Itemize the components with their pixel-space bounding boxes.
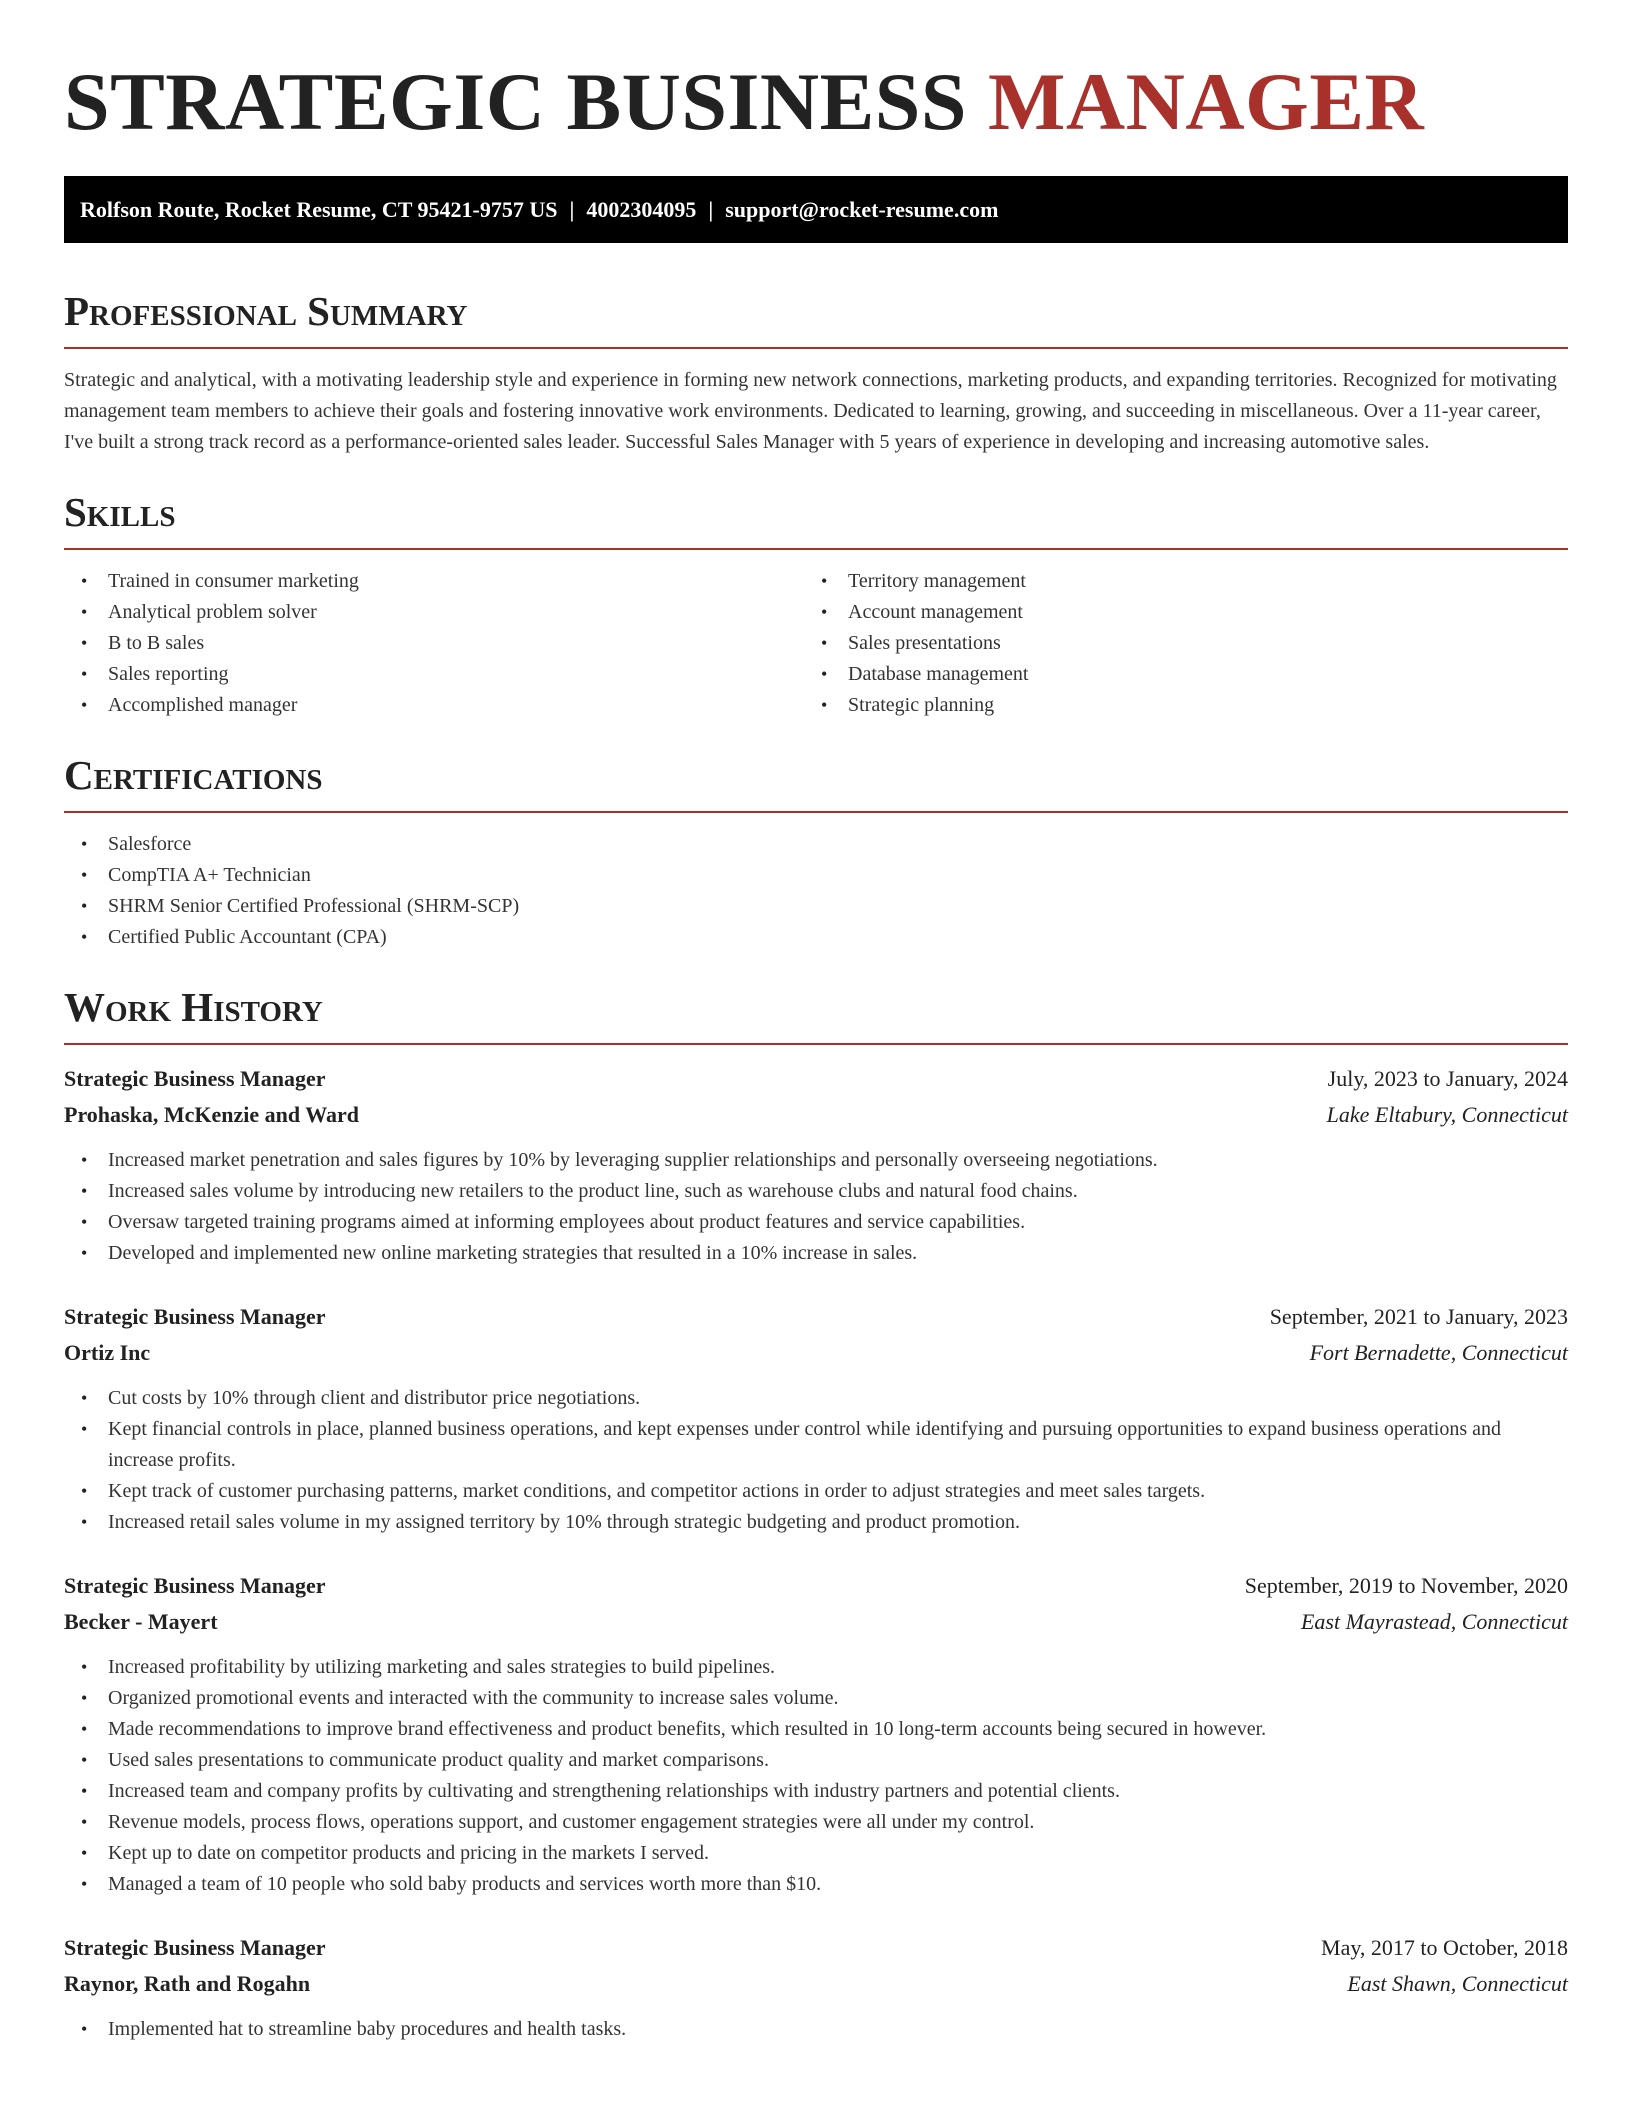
job-location: East Mayrastead, Connecticut — [1300, 1609, 1568, 1634]
section-divider — [64, 347, 1568, 349]
job-bullet: • Increased team and company profits by cultivating and strengthening relationships with industry partners and potential clients. — [64, 1776, 1568, 1807]
resume-page — [64, 0, 1568, 2045]
skill-item: • B to B sales — [64, 628, 804, 659]
contact-phone: 4002304095 — [586, 197, 697, 222]
contact-separator: | — [708, 197, 714, 222]
section-divider — [64, 1043, 1568, 1045]
skill-item: • Territory management — [804, 566, 1544, 597]
job-bullet: • Organized promotional events and interacted with the community to increase sales volume. — [64, 1683, 1568, 1714]
job-company-row — [64, 1335, 1568, 1371]
job-header-row — [64, 1061, 1568, 1097]
section-title-skills: Skills — [64, 489, 176, 535]
job-entry — [64, 1061, 1568, 1269]
job-bullet: • Increased retail sales volume in my assigned territory by 10% through strategic budgeting and product promotion. — [64, 1507, 1568, 1538]
job-bullet: • Increased market penetration and sales figures by 10% by leveraging supplier relationships and personally overseeing negotiations. — [64, 1145, 1568, 1176]
job-location: Fort Bernadette, Connecticut — [1309, 1340, 1568, 1365]
job-company-row — [64, 1097, 1568, 1133]
skills-section — [64, 488, 1568, 721]
job-bullets — [64, 1652, 1568, 1900]
job-bullet: • Oversaw targeted training programs aimed at informing employees about product features and service capabilities. — [64, 1207, 1568, 1238]
job-title: Strategic Business Manager — [64, 1304, 326, 1329]
job-bullet: • Used sales presentations to communicate product quality and market comparisons. — [64, 1745, 1568, 1776]
job-entry — [64, 1299, 1568, 1538]
job-dates: September, 2021 to January, 2023 — [1269, 1304, 1568, 1329]
section-divider — [64, 811, 1568, 813]
skill-item: • Sales reporting — [64, 659, 804, 690]
contact-address: Rolfson Route, Rocket Resume, CT 95421-9757 US — [80, 197, 558, 222]
job-company: Raynor, Rath and Rogahn — [64, 1971, 311, 1996]
skill-item: • Accomplished manager — [64, 690, 804, 721]
job-bullet: • Cut costs by 10% through client and distributor price negotiations. — [64, 1383, 1568, 1414]
name-main: STRATEGIC BUSINESS — [64, 56, 967, 147]
certification-item: • CompTIA A+ Technician — [64, 860, 1568, 891]
job-bullet: • Increased sales volume by introducing new retailers to the product line, such as warehouse clubs and natural food chains. — [64, 1176, 1568, 1207]
certification-item: • SHRM Senior Certified Professional (SHRM-SCP) — [64, 891, 1568, 922]
job-company: Ortiz Inc — [64, 1340, 151, 1365]
skills-list-right — [804, 566, 1544, 721]
skill-item: • Account management — [804, 597, 1544, 628]
name-accent: MANAGER — [988, 56, 1425, 147]
job-bullet: • Made recommendations to improve brand effectiveness and product benefits, which resulted in 10 long-term accounts being secured in however. — [64, 1714, 1568, 1745]
skills-list-left — [64, 566, 804, 721]
section-title-summary: Professional Summary — [64, 288, 468, 334]
job-company: Prohaska, McKenzie and Ward — [64, 1102, 359, 1127]
contact-email[interactable]: support@rocket-resume.com — [725, 197, 999, 222]
job-bullets — [64, 1383, 1568, 1538]
summary-text: Strategic and analytical, with a motivating leadership style and experience in forming new network connections, marketing products, and expanding territories. Recognized for motivating management team members to achieve their goals and fostering innovative work environments. Dedicated to learning, growing, and succeeding in miscellaneous. Over a 11-year career, I've built a strong track record as a performance-oriented sales leader. Successful Sales Manager with 5 years of experience in developing and increasing automotive sales. — [64, 369, 1557, 453]
contact-bar — [64, 176, 1568, 243]
job-dates: May, 2017 to October, 2018 — [1321, 1935, 1568, 1960]
job-dates: July, 2023 to January, 2024 — [1327, 1066, 1568, 1091]
job-header-row — [64, 1568, 1568, 1604]
job-company-row — [64, 1604, 1568, 1640]
job-title: Strategic Business Manager — [64, 1935, 326, 1960]
job-bullet: • Developed and implemented new online marketing strategies that resulted in a 10% increase in sales. — [64, 1238, 1568, 1269]
certifications-list — [64, 829, 1568, 953]
job-entry — [64, 1568, 1568, 1900]
skill-item: • Trained in consumer marketing — [64, 566, 804, 597]
skills-grid — [64, 550, 1568, 721]
job-header-row — [64, 1930, 1568, 1966]
skill-item: • Sales presentations — [804, 628, 1544, 659]
section-title-work-history: Work History — [64, 984, 323, 1030]
resume-name-heading — [64, 58, 1568, 146]
work-history-section — [64, 983, 1568, 2045]
job-company-row — [64, 1966, 1568, 2002]
job-bullets — [64, 2014, 1568, 2045]
skill-item: • Analytical problem solver — [64, 597, 804, 628]
job-header-row — [64, 1299, 1568, 1335]
job-bullet: • Revenue models, process flows, operations support, and customer engagement strategies were all under my control. — [64, 1807, 1568, 1838]
job-bullet: • Kept up to date on competitor products and pricing in the markets I served. — [64, 1838, 1568, 1869]
certification-item: • Salesforce — [64, 829, 1568, 860]
summary-section — [64, 287, 1568, 458]
job-location: Lake Eltabury, Connecticut — [1326, 1102, 1568, 1127]
job-location: East Shawn, Connecticut — [1347, 1971, 1568, 1996]
job-bullet: • Increased profitability by utilizing marketing and sales strategies to build pipelines. — [64, 1652, 1568, 1683]
job-bullet: • Implemented hat to streamline baby procedures and health tasks. — [64, 2014, 1568, 2045]
job-dates: September, 2019 to November, 2020 — [1244, 1573, 1568, 1598]
certifications-section — [64, 751, 1568, 953]
job-bullet: • Kept track of customer purchasing patterns, market conditions, and competitor actions in order to adjust strategies and meet sales targets. — [64, 1476, 1568, 1507]
skill-item: • Strategic planning — [804, 690, 1544, 721]
section-title-certifications: Certifications — [64, 752, 323, 798]
skill-item: • Database management — [804, 659, 1544, 690]
certification-item: • Certified Public Accountant (CPA) — [64, 922, 1568, 953]
job-title: Strategic Business Manager — [64, 1573, 326, 1598]
job-title: Strategic Business Manager — [64, 1066, 326, 1091]
job-bullet: • Kept financial controls in place, planned business operations, and kept expenses under control while identifying and pursuing opportunities to expand business operations and increase profits. — [64, 1414, 1568, 1476]
job-entry — [64, 1930, 1568, 2045]
job-company: Becker - Mayert — [64, 1609, 218, 1634]
job-bullet: • Managed a team of 10 people who sold baby products and services worth more than $10. — [64, 1869, 1568, 1900]
job-bullets — [64, 1145, 1568, 1269]
contact-separator: | — [569, 197, 575, 222]
